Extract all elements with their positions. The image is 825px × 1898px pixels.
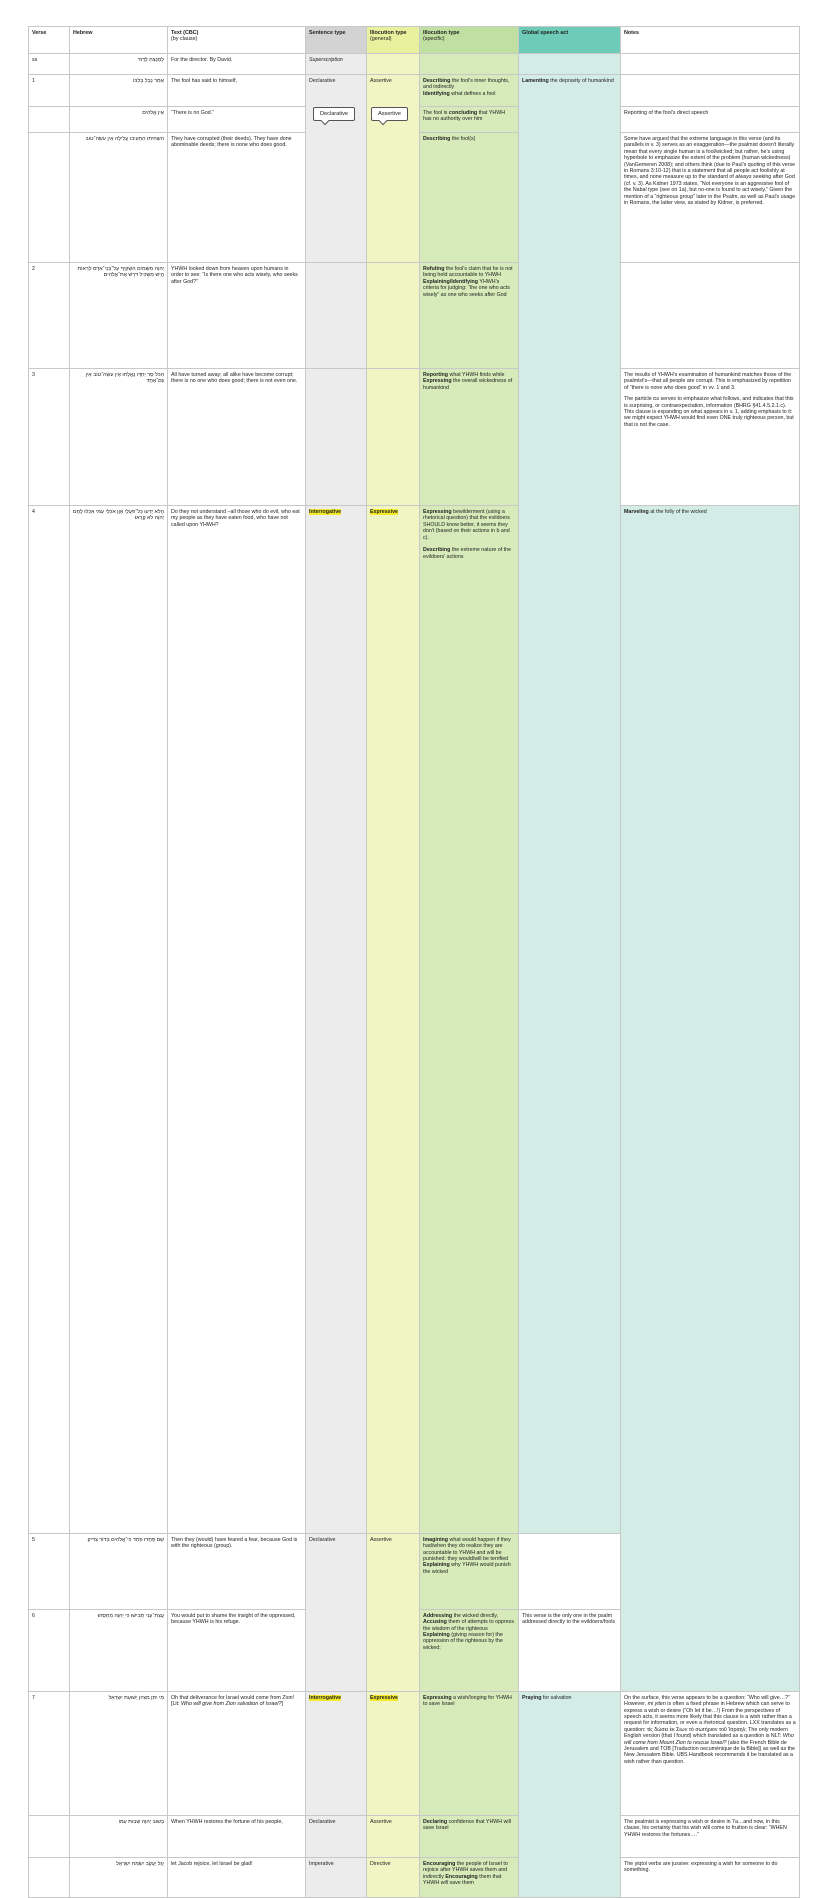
header-illocution-general[interactable] xyxy=(367,27,420,54)
table-row xyxy=(29,263,800,369)
speech-act-verb: Imagining xyxy=(423,1536,449,1543)
sentence-type-cell[interactable] xyxy=(306,263,367,369)
speech-act-verb: Explaining xyxy=(423,1632,450,1638)
note-text: Some have argued that the extreme language in this verse (and its parallels in v. 3) serves as an exaggeration—the psalmist doesn't literally mean that every single human is a fool/wicked; but rather, he's using hyperbole to emphasize the extent of the problem (human wickedness) (VanGemeren 2008); and others think (due to Paul's quoting of this verse in Romans 3:10-12) that is a statement that all people act foolishly at times, and none measure up to the standard of xyxy=(624,136,796,181)
header-text-sub: (by clause) xyxy=(171,36,198,43)
illocution-general-cell[interactable]: Assertive xyxy=(367,75,420,263)
speech-act-verb: Addressing xyxy=(423,1612,453,1619)
speech-act-text: for salvation xyxy=(541,1694,572,1701)
speech-act-text: why YHWH would punish the wicked xyxy=(423,1562,511,1575)
speech-act-text: the fool's inner thoughts, and indirectly xyxy=(423,78,510,91)
text-content: ] xyxy=(281,1701,283,1708)
illocution-highlight: Expressive xyxy=(370,509,398,515)
speech-act-text: them of attempts to oppress the wisdom of the righteous xyxy=(423,1619,514,1632)
header-text-label: Text (CBC) xyxy=(171,30,199,36)
global-speech-act-cell[interactable] xyxy=(519,75,621,1534)
speech-act-text: bewilderment (using a rhetorical question) that the evildoers SHOULD know better, it seems they don't (based on their actions in b and c). xyxy=(423,509,510,541)
speech-act-text: the people of Israel to rejoice after YHWH saves them and indirectly xyxy=(423,1860,508,1880)
verse-cell[interactable]: 3 xyxy=(29,369,70,506)
speech-act-text: the fool(s) xyxy=(450,136,476,142)
global-speech-act-cell[interactable] xyxy=(621,506,800,1692)
notes-cell[interactable] xyxy=(621,1691,800,1815)
illocution-specific-cell[interactable] xyxy=(420,263,519,369)
speech-act-verb: Lamenting xyxy=(522,78,549,84)
speech-act-verb: Marveling xyxy=(624,509,649,515)
illocution-general-cell[interactable] xyxy=(367,369,420,506)
text-cell[interactable]: All have turned away; all alike have become corrupt; there is no one who does good; there is not even one. xyxy=(168,369,306,506)
speech-act-verb: Encouraging xyxy=(445,1873,478,1880)
verse-cell[interactable] xyxy=(29,1815,70,1857)
speech-act-verb: Describing xyxy=(423,136,451,142)
hebrew-cell[interactable]: שָׁם פָּחֲדוּ פָחַד כִּי־אֱלֹהִים בְּדוֹר צַדִּיק׃ xyxy=(70,1533,168,1609)
comment-bubble-declarative[interactable]: Declarative xyxy=(313,107,355,121)
header-illocution-specific[interactable] xyxy=(420,27,519,54)
speech-act-verb: Expressing xyxy=(423,378,452,385)
verse-cell[interactable]: 4 xyxy=(29,506,70,1534)
hebrew-cell[interactable]: מִי יִתֵּן מִצִּיּוֹן יְשׁוּעַת יִשְׂרָאֵל xyxy=(70,1691,168,1815)
illocution-specific-cell[interactable] xyxy=(420,107,519,133)
speech-act-text: save them xyxy=(448,1880,474,1886)
text-cell[interactable]: Then they (would) have feared a fear, because God is with the righteous (group). xyxy=(168,1533,306,1609)
sentence-type-cell[interactable] xyxy=(306,506,367,1534)
speech-act-text: the fool's claim that he is not being held accountable to YHWH xyxy=(423,266,513,279)
table-row xyxy=(29,1857,800,1897)
illocution-general-cell[interactable] xyxy=(367,506,420,1534)
header-spec-label: Illocution type xyxy=(423,30,460,36)
notes-cell[interactable] xyxy=(519,1533,621,1609)
note-text: seeking after God (cf. v. 3). As Kidner 1973 states, “Not everyone is an aggressive fool of the Nabal type (see on 1a), but no-one is found to act wisely.” Given the mention of a “righteous group” later in the Psalm, as well as Paul's usage in Romans, the latter view, as stated by Kidner, is preferred. xyxy=(624,174,796,207)
table-row xyxy=(29,54,800,75)
speech-act-verb: Describing xyxy=(423,78,451,84)
text-content: Oh that deliverance for Israel would come from Zion! [Lit: xyxy=(171,1694,295,1708)
speech-act-text: The fool is xyxy=(423,110,449,116)
text-cell[interactable]: “There is no God.” xyxy=(168,107,306,133)
speech-act-text: them that YHWH xyxy=(423,1873,502,1886)
text-cell[interactable]: let Jacob rejoice, let Israel be glad! xyxy=(168,1857,306,1897)
hebrew-cell[interactable]: אֵין אֱלֹהִים xyxy=(70,107,168,133)
speech-act-text: at the folly of the wicked xyxy=(648,509,707,515)
hebrew-cell[interactable]: בְּשׁוּב יְהוָה שְׁבוּת עַמּוֹ xyxy=(70,1815,168,1857)
verse-cell[interactable]: 1 xyxy=(29,75,70,107)
sentence-type-cell[interactable]: Declarative xyxy=(306,75,367,263)
illocution-highlight: Expressive xyxy=(370,1694,398,1701)
sentence-type-highlight: Interrogative xyxy=(309,509,342,515)
header-spec-sub: (specific) xyxy=(423,36,445,43)
header-text[interactable] xyxy=(168,27,306,54)
speech-act-verb: Encouraging xyxy=(423,1860,456,1867)
note-text: On the surface, this verse appears to be a question: “Who will give…?” However, xyxy=(624,1694,790,1708)
hebrew-cell[interactable]: לַמְנַצֵּחַ לְדָוִד xyxy=(70,54,168,75)
speech-act-text: what would happen if they had/when they do realize they are accountable to YHWH and will be punished: they would/will be terrified xyxy=(423,1536,511,1562)
speech-act-verb: Reporting xyxy=(423,372,449,378)
text-cell[interactable]: YHWH looked down from heaven upon humans in order to see: “Is there one who acts wisely, who seeks after God?” xyxy=(168,263,306,369)
hebrew-cell[interactable]: הֲלֹא יָדְעוּ כָּל־פֹּעֲלֵי אָוֶן אֹכְלֵי עַמִּי אָכְלוּ לֶחֶם יְהוָה לֹא קָרָאוּ׃ xyxy=(70,506,168,1534)
notes-cell[interactable] xyxy=(621,75,800,107)
speech-act-verb: Praying xyxy=(522,1694,542,1701)
speech-act-verb: Identifying xyxy=(423,90,450,97)
verse-cell[interactable] xyxy=(29,107,70,133)
speech-act-text: the wicked directly, xyxy=(452,1612,498,1619)
illocution-specific-cell[interactable] xyxy=(420,75,519,107)
table-row xyxy=(29,369,800,506)
speech-act-text: the extreme nature of the evildoers' actions xyxy=(423,547,512,560)
speech-act-verb: concluding xyxy=(448,110,478,116)
note-text: (also the French Bible de Jerusalem and TOB [Traduction oecuménique de la Bible]) as well as the New Jerusalem Bible. UBS Handbook recommends it be translated as a wish rather than question. xyxy=(624,1739,795,1765)
notes-cell[interactable] xyxy=(621,263,800,369)
speech-act-text: what YHWH finds while xyxy=(448,372,505,378)
text-cell[interactable]: You would put to shame the insight of the oppressed, because YHWH is his refuge. xyxy=(168,1609,306,1691)
speech-act-text: confidence that YHWH will save Israel xyxy=(423,1818,511,1832)
table-row xyxy=(29,1691,800,1815)
speech-act-text: what defines a fool xyxy=(449,90,496,97)
illocution-specific-cell[interactable] xyxy=(420,369,519,506)
header-verse[interactable]: Verse xyxy=(29,27,70,54)
verse-cell[interactable]: ss xyxy=(29,54,70,75)
text-cell[interactable]: Do they not understand –all those who do evil, who eat my people as they have eaten food, who have not called upon YHWH? xyxy=(168,506,306,1534)
speech-act-emphasis: will xyxy=(440,1880,449,1886)
hebrew-cell[interactable]: יָגֵל יַעֲקֹב יִשְׂמַח יִשְׂרָאֵל׃ xyxy=(70,1857,168,1897)
sentence-type-highlight: Interrogative xyxy=(309,1694,342,1701)
table-row xyxy=(29,506,800,1534)
hebrew-cell[interactable]: הִשְׁחִיתוּ הִתְעִיבוּ עֲלִילָה אֵין עֹשֵׂה־טוֹב׃ xyxy=(70,133,168,263)
speech-act-text: that YHWH has no authority over him xyxy=(423,110,506,123)
header-sentence-type[interactable]: Sentence type xyxy=(306,27,367,54)
notes-cell[interactable] xyxy=(621,54,800,75)
text-cell[interactable]: For the director. By David. xyxy=(168,54,306,75)
speech-act-text: the depravity of humankind xyxy=(548,78,614,84)
speech-act-verb: Declaring xyxy=(423,1818,448,1825)
sentence-type-cell[interactable]: Declarative xyxy=(306,1533,367,1691)
table-row xyxy=(29,1815,800,1857)
speech-act-text: YHWH's criteria for judging: “the one who acts wisely” as one who seeks after God xyxy=(423,278,510,298)
illocution-specific-cell[interactable] xyxy=(420,1691,519,1815)
speech-act-verb: Refuting xyxy=(423,266,445,272)
speech-act-text: (giving reason for) the oppression of the righteous by the wicked; xyxy=(423,1632,503,1651)
table-row xyxy=(29,75,800,107)
hebrew-cell[interactable]: הַכֹּל סָר יַחְדָּו נֶאֱלָחוּ אֵין עֹשֵׂה־טוֹב אֵין גַּם־אֶחָד׃ xyxy=(70,369,168,506)
note-emphasis: always xyxy=(735,174,752,181)
text-cell[interactable]: They have corrupted (their deeds). They have done abominable deeds; there is none who does good. xyxy=(168,133,306,263)
header-global-speech-act[interactable]: Global speech act xyxy=(519,27,621,54)
comment-bubble-assertive[interactable]: Assertive xyxy=(371,107,408,121)
speech-act-verb: Expressing xyxy=(423,509,452,515)
illocution-specific-cell[interactable] xyxy=(420,54,519,75)
notes-cell[interactable]: The psalmist is expressing a wish or desire in 7a…and now, in this clause, his certainty that his wish will come to fruition is clear: “WHEN YHWH restores the fortunes….” xyxy=(621,1815,800,1857)
notes-cell[interactable] xyxy=(621,369,800,506)
note-emphasis: Who will come from Mount Zion to rescue Israel? xyxy=(624,1733,794,1746)
illocution-general-cell[interactable] xyxy=(367,263,420,369)
verse-cell[interactable] xyxy=(29,1857,70,1897)
sentence-type-cell[interactable]: Superscription xyxy=(306,54,367,75)
header-gen-sub: (general) xyxy=(370,36,392,43)
illocution-general-cell[interactable]: Assertive xyxy=(367,1533,420,1691)
header-hebrew[interactable]: Hebrew xyxy=(70,27,168,54)
global-speech-act-cell[interactable] xyxy=(519,54,621,75)
sentence-type-cell[interactable]: Imperative xyxy=(306,1857,367,1897)
text-cell[interactable] xyxy=(168,1691,306,1815)
illocution-specific-cell[interactable] xyxy=(420,133,519,263)
hebrew-cell[interactable]: אָמַר נָבָל בְּלִבּוֹ xyxy=(70,75,168,107)
verse-cell[interactable] xyxy=(29,133,70,263)
illocution-specific-cell[interactable] xyxy=(420,1857,519,1897)
notes-cell[interactable]: This verse is the only one in the psalm addressed directly to the evildoers/fools xyxy=(519,1609,621,1691)
sentence-type-cell[interactable] xyxy=(306,369,367,506)
verse-cell[interactable]: 7 xyxy=(29,1691,70,1815)
note-emphasis: mi yiten xyxy=(647,1701,666,1708)
illocution-specific-cell[interactable] xyxy=(420,1609,519,1691)
speech-act-verb: Explaining xyxy=(423,1562,450,1569)
verse-cell[interactable]: 6 xyxy=(29,1609,70,1691)
notes-cell[interactable]: Reporting of the fool's direct speech xyxy=(621,107,800,133)
illocution-general-cell[interactable] xyxy=(367,54,420,75)
speech-act-text: the overall wickedness of humankind xyxy=(423,378,513,391)
illocution-specific-cell[interactable] xyxy=(420,1533,519,1609)
header-row xyxy=(29,27,800,54)
header-gen-label: Illocution type xyxy=(370,30,407,36)
speech-act-verb: Explaining/Identifying xyxy=(423,278,479,285)
speech-act-verb: Accusing xyxy=(423,1619,447,1626)
text-cell[interactable]: When YHWH restores the fortune of his people, xyxy=(168,1815,306,1857)
note-paragraph: The particle גם serves to emphasize what follows, and indicates that this is surprising, or contraexpectation, information (BHRG §41.4.5.2.1.c). This clause is expanding on what appears in v. 1, adding emphasis to it: we might expect YHWH would find even ONE truly righteous person, but that is not the case. xyxy=(624,396,794,428)
sentence-type-cell[interactable] xyxy=(306,1691,367,1815)
speech-act-verb: Describing xyxy=(423,547,451,554)
text-literal: Who will give from Zion salvation of Israel? xyxy=(181,1701,282,1708)
verse-cell[interactable]: 2 xyxy=(29,263,70,369)
illocution-specific-cell[interactable] xyxy=(420,506,519,1534)
global-speech-act-cell[interactable] xyxy=(519,1691,621,1897)
notes-cell[interactable]: The yiqtol verbs are jussive: expressing a wish for someone to do something. xyxy=(621,1857,800,1897)
notes-cell[interactable] xyxy=(621,133,800,263)
illocution-general-cell[interactable] xyxy=(367,1691,420,1815)
hebrew-cell[interactable]: יְהוָה מִשָּׁמַיִם הִשְׁקִיף עַל־בְּנֵי־אָדָם לִרְאוֹת הֲיֵשׁ מַשְׂכִּיל דֹּרֵשׁ אֶת־אֱלֹהִים׃ xyxy=(70,263,168,369)
header-notes[interactable]: Notes xyxy=(621,27,800,54)
speech-act-table xyxy=(28,26,800,1898)
note-paragraph: The results of YHWH's examination of humankind matches those of the psalmist's—that all people are corrupt. This is emphasized by repetition of “there is none who does good” in vv. 1 and 3. xyxy=(624,372,792,391)
illocution-general-cell[interactable]: Assertive xyxy=(367,1815,420,1857)
text-cell[interactable]: The fool has said to himself, xyxy=(168,75,306,107)
speech-act-verb: Expressing xyxy=(423,1694,452,1701)
illocution-general-cell[interactable]: Directive xyxy=(367,1857,420,1897)
speech-act-text: a wish/longing for YHWH to save Israel xyxy=(423,1694,512,1708)
note-text: is often a fixed phrase in Hebrew which can serve to express a wish or desire (“Oh let it be…!) From the perspectives of speech acts, it seems more likely that this clause is a wish rather than a request for information, or even a rhetorical question. LXX translates as a question: τίς δώσει ἐκ Σιων τὸ σωτήριον τοῦ Ἰσραηλ; The only modern English version (that I found) which translated as a question is NLT: xyxy=(624,1701,796,1740)
illocution-specific-cell[interactable] xyxy=(420,1815,519,1857)
sentence-type-cell[interactable]: Declarative xyxy=(306,1815,367,1857)
verse-cell[interactable]: 5 xyxy=(29,1533,70,1609)
hebrew-cell[interactable]: עֲצַת־עָנִי תָבִישׁוּ כִּי יְהוָה מַחְסֵהוּ׃ xyxy=(70,1609,168,1691)
